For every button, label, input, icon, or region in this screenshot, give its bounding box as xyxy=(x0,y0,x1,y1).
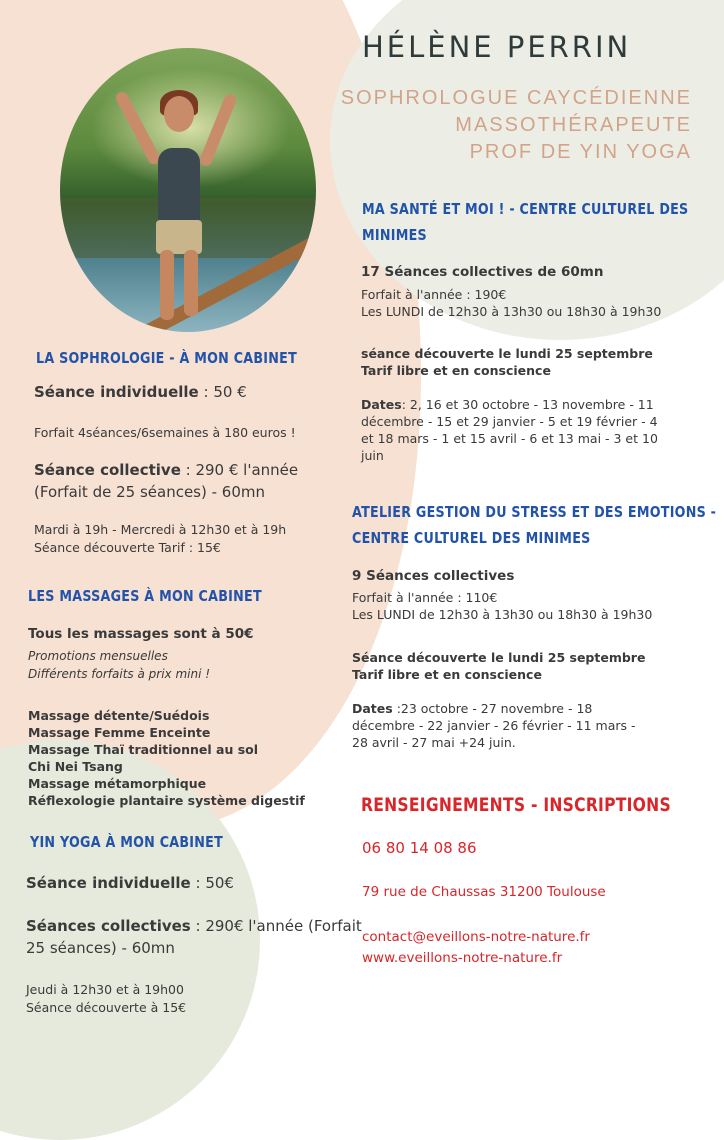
yin-yoga-heading: YIN YOGA À MON CABINET xyxy=(30,833,224,851)
massages-forfaits: Différents forfaits à prix mini ! xyxy=(28,667,211,681)
stress-forfait: Forfait à l'année : 110€ xyxy=(352,590,498,605)
sophrologie-collective-forfait: (Forfait de 25 séances) - 60mn xyxy=(34,483,265,501)
sophrologie-individual: Séance individuelle : 50 € xyxy=(34,383,247,401)
contact-email[interactable]: contact@eveillons-notre-nature.fr xyxy=(362,929,590,945)
sante-dates-line: et 18 mars - 1 et 15 avril - 6 et 13 mai - 3 et 10 xyxy=(361,431,658,446)
sante-dates-line: juin xyxy=(361,448,384,463)
stress-dates-line: décembre - 22 janvier - 26 février - 11 mars - xyxy=(352,718,636,733)
yin-individual: Séance individuelle : 50€ xyxy=(26,874,234,892)
massages-price: Tous les massages sont à 50€ xyxy=(28,626,254,642)
portrait-photo xyxy=(60,48,316,332)
stress-heading-line2: CENTRE CULTUREL DES MINIMES xyxy=(352,529,591,547)
sophrologie-discovery: Séance découverte Tarif : 15€ xyxy=(34,540,221,555)
sophrologie-schedule: Mardi à 19h - Mercredi à 12h30 et à 19h xyxy=(34,522,287,537)
massage-item: Massage Femme Enceinte xyxy=(28,725,211,740)
massage-item: Massage métamorphique xyxy=(28,776,207,791)
practitioner-name: HÉLÈNE PERRIN xyxy=(362,30,632,64)
contact-phone[interactable]: 06 80 14 08 86 xyxy=(362,839,477,857)
contact-website[interactable]: www.eveillons-notre-nature.fr xyxy=(362,950,563,966)
sante-schedule: Les LUNDI de 12h30 à 13h30 ou 18h30 à 19h30 xyxy=(361,304,662,319)
massages-heading: LES MASSAGES À MON CABINET xyxy=(28,587,262,605)
subtitle-sophrologue: SOPHROLOGUE CAYCÉDIENNE xyxy=(340,87,692,109)
sante-forfait: Forfait à l'année : 190€ xyxy=(361,287,507,302)
yin-schedule: Jeudi à 12h30 et à 19h00 xyxy=(26,982,184,997)
yin-discovery: Séance découverte à 15€ xyxy=(26,1000,187,1015)
stress-tarif: Tarif libre et en conscience xyxy=(352,667,542,682)
sante-tarif: Tarif libre et en conscience xyxy=(361,363,551,378)
massages-promo: Promotions mensuelles xyxy=(28,649,168,663)
sante-heading-line2: MINIMES xyxy=(362,226,427,244)
yin-collective-forfait: 25 séances) - 60mn xyxy=(26,939,175,957)
sophrologie-collective: Séance collective : 290 € l'année xyxy=(34,461,299,479)
sante-heading-line1: MA SANTÉ ET MOI ! - CENTRE CULTUREL DES xyxy=(362,200,689,218)
stress-heading-line1: ATELIER GESTION DU STRESS ET DES EMOTIONS - xyxy=(352,503,717,521)
massage-item: Chi Nei Tsang xyxy=(28,759,123,774)
sophrologie-heading: LA SOPHROLOGIE - À MON CABINET xyxy=(36,349,298,367)
sante-dates-line: décembre - 15 et 29 janvier - 5 et 19 février - 4 xyxy=(361,414,658,429)
stress-dates-line: 28 avril - 27 mai +24 juin. xyxy=(352,735,516,750)
yin-collective: Séances collectives : 290€ l'année (Forfait xyxy=(26,917,362,935)
subtitle-massotherapeute: MASSOTHÉRAPEUTE xyxy=(455,114,692,136)
contact-heading: RENSEIGNEMENTS - INSCRIPTIONS xyxy=(361,794,671,816)
stress-discovery: Séance découverte le lundi 25 septembre xyxy=(352,650,646,665)
contact-address: 79 rue de Chaussas 31200 Toulouse xyxy=(362,884,606,900)
sante-discovery: séance découverte le lundi 25 septembre xyxy=(361,346,653,361)
sophrologie-forfait: Forfait 4séances/6semaines à 180 euros ! xyxy=(34,425,296,440)
massage-item: Massage Thaï traditionnel au sol xyxy=(28,742,259,757)
massage-item: Massage détente/Suédois xyxy=(28,708,210,723)
sante-sessions: 17 Séances collectives de 60mn xyxy=(361,264,604,280)
sante-dates: Dates: 2, 16 et 30 octobre - 13 novembre - 11 xyxy=(361,397,654,412)
stress-dates: Dates :23 octobre - 27 novembre - 18 xyxy=(352,701,593,716)
subtitle-yin-yoga: PROF DE YIN YOGA xyxy=(469,141,692,163)
massage-item: Réflexologie plantaire système digestif xyxy=(28,793,305,808)
stress-sessions: 9 Séances collectives xyxy=(352,568,515,584)
stress-schedule: Les LUNDI de 12h30 à 13h30 ou 18h30 à 19h30 xyxy=(352,607,653,622)
